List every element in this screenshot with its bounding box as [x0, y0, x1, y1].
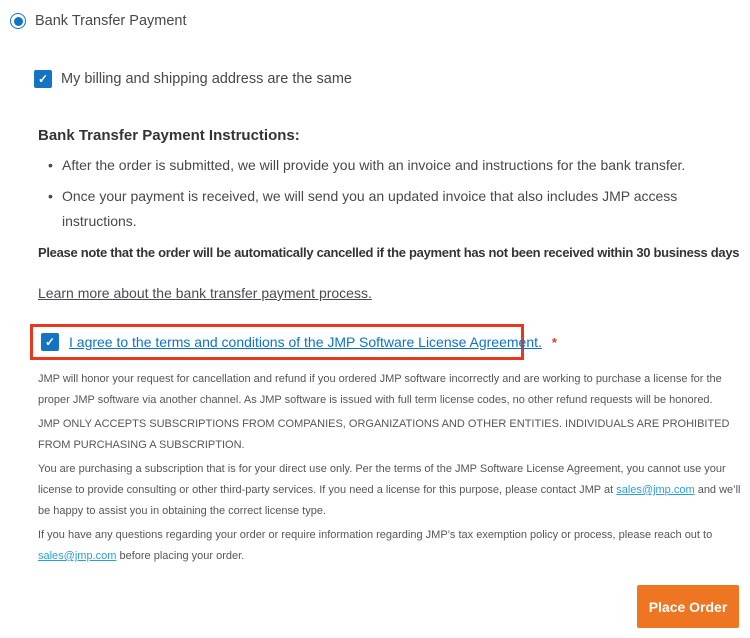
instruction-bullet-2: • Once your payment is received, we will send you an updated invoice that also includes JMP access instructions.: [48, 184, 728, 234]
payment-method-radio-row[interactable]: [10, 13, 187, 29]
legal-direct-use-text-before: You are purchasing a subscription that is for your direct use only. Per the terms of the JMP Software License Agreement, you cannot use your license to provide consulting or other third-party services. If you need a license for this purpose, please contact JMP at: [38, 463, 726, 496]
legal-paragraph-subscriptions: JMP ONLY ACCEPTS SUBSCRIPTIONS FROM COMPANIES, ORGANIZATIONS AND OTHER ENTITIES. INDIVIDUALS ARE PROHIBITED FROM PURCHASING A SUBSCRIPTION.: [38, 418, 730, 451]
learn-more-link[interactable]: Learn more about the bank transfer payment process.: [38, 285, 372, 301]
cancellation-note: Please note that the order will be automatically cancelled if the payment has not been received within 30 business days: [38, 245, 740, 260]
required-asterisk: *: [551, 334, 557, 350]
checkbox-checked-icon[interactable]: ✓: [34, 70, 52, 88]
sales-email-link-1[interactable]: sales@jmp.com: [616, 484, 695, 496]
payment-method-label: Bank Transfer Payment: [35, 13, 187, 29]
instructions-heading: Bank Transfer Payment Instructions:: [38, 127, 300, 144]
license-agreement-box: [30, 324, 557, 360]
legal-paragraph-refund: JMP will honor your request for cancellation and refund if you ordered JMP software incorrectly and are working to purchase a license for the proper JMP software via another channel. As JMP software is issued with full term license codes, no other refund requests will be honored.: [38, 373, 722, 406]
legal-questions-text-before: If you have any questions regarding your order or require information regarding JMP’s tax exemption policy or process, please reach out to: [38, 529, 713, 541]
sales-email-link-2[interactable]: sales@jmp.com: [38, 550, 117, 562]
license-agreement-link[interactable]: I agree to the terms and conditions of the JMP Software License Agreement.: [69, 334, 542, 350]
instructions-bullet-list: [48, 153, 728, 240]
radio-dot-icon: [14, 17, 23, 26]
place-order-button[interactable]: Place Order: [637, 585, 739, 628]
legal-questions-text-after: before placing your order.: [116, 550, 245, 562]
instruction-bullet-1: • After the order is submitted, we will provide you with an invoice and instructions for the bank transfer.: [48, 153, 728, 178]
legal-paragraph-direct-use: [38, 459, 750, 522]
legal-fine-print: [38, 369, 750, 570]
radio-selected-icon[interactable]: [10, 13, 26, 29]
legal-direct-use-text-after: and we’ll be happy to assist you in obtaining the correct license type.: [38, 484, 741, 517]
legal-paragraph-questions: [38, 525, 750, 567]
billing-same-checkbox-row[interactable]: [34, 70, 352, 88]
agreement-checkbox-checked-icon[interactable]: ✓: [41, 333, 59, 351]
billing-same-label: My billing and shipping address are the same: [61, 71, 352, 87]
